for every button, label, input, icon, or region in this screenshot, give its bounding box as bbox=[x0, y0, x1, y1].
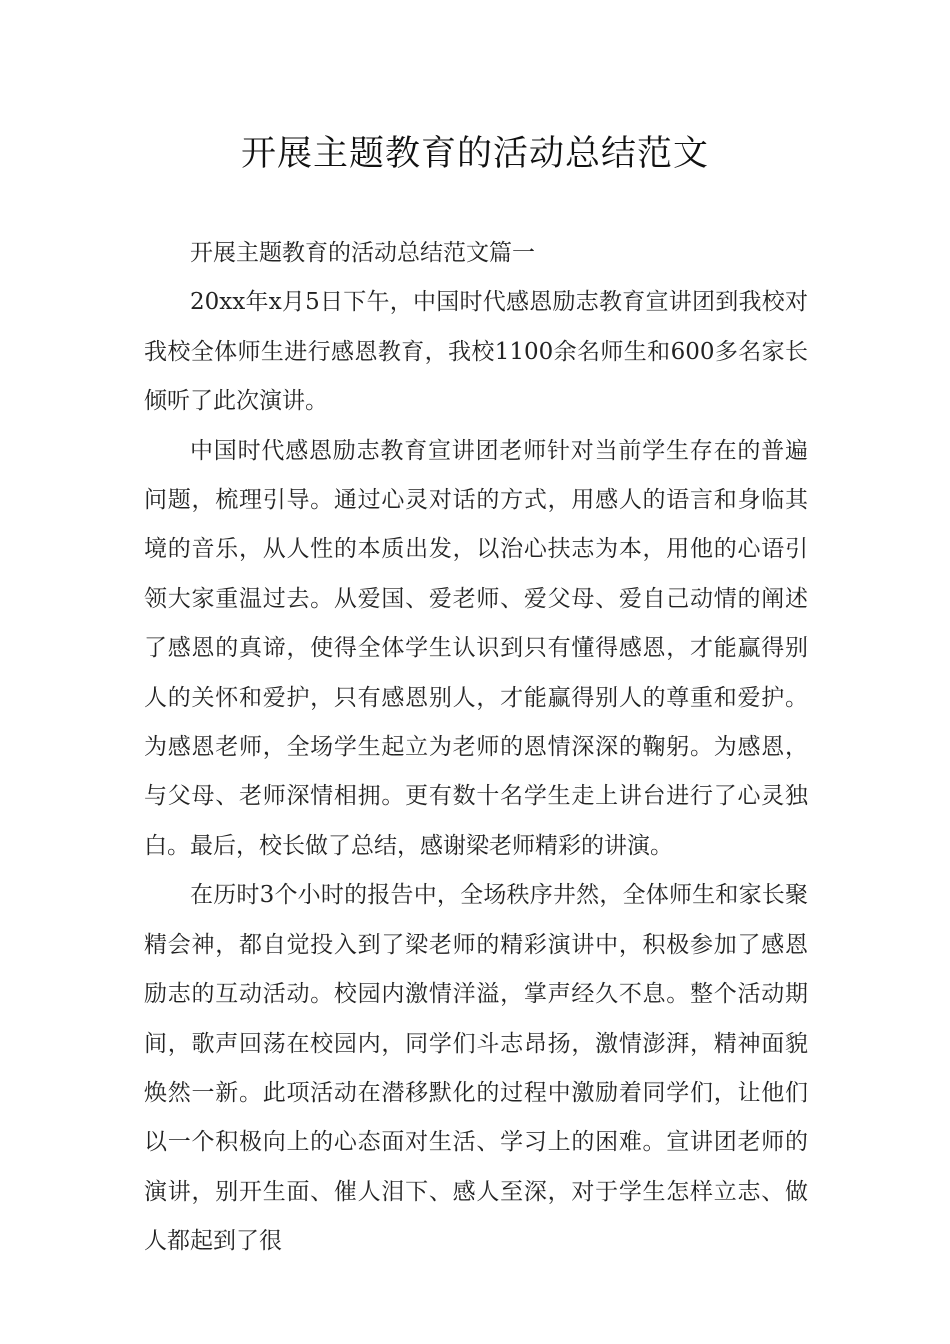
document-body bbox=[144, 229, 808, 1267]
paragraph-intro: 20xx年x月5日下午，中国时代感恩励志教育宣讲团到我校对我校全体师生进行感恩教育，我校1100余名师生和600多名家长倾听了此次演讲。 bbox=[144, 289, 808, 415]
document-title: 开展主题教育的活动总结范文 bbox=[240, 134, 709, 174]
section-heading: 开展主题教育的活动总结范文篇一 bbox=[190, 240, 535, 266]
paragraph-report: 在历时3个小时的报告中，全场秩序井然，全体师生和家长聚精会神，都自觉投入到了梁老师的精彩演讲中，积极参加了感恩励志的互动活动。校园内激情洋溢，掌声经久不息。整个活动期间，歌声回荡在校园内，同学们斗志昂扬，激情澎湃，精神面貌焕然一新。此项活动在潜移默化的过程中激励着同学们，让他们以一个积极向上的心态面对生活、学习上的困难。宣讲团老师的演讲，别开生面、催人泪下、感人至深，对于学生怎样立志、做人都起到了很 bbox=[144, 882, 808, 1255]
paragraph-content: 中国时代感恩励志教育宣讲团老师针对当前学生存在的普遍问题，梳理引导。通过心灵对话的方式，用感人的语言和身临其境的音乐，从人性的本质出发，以治心扶志为本，用他的心语引领大家重温过去。从爱国、爱老师、爱父母、爱自己动情的阐述了感恩的真谛，使得全体学生认识到只有懂得感恩，才能赢得别人的关怀和爱护，只有感恩别人，才能赢得别人的尊重和爱护。为感恩老师，全场学生起立为老师的恩情深深的鞠躬。为感恩，与父母、老师深情相拥。更有数十名学生走上讲台进行了心灵独白。最后，校长做了总结，感谢梁老师精彩的讲演。 bbox=[144, 437, 808, 859]
